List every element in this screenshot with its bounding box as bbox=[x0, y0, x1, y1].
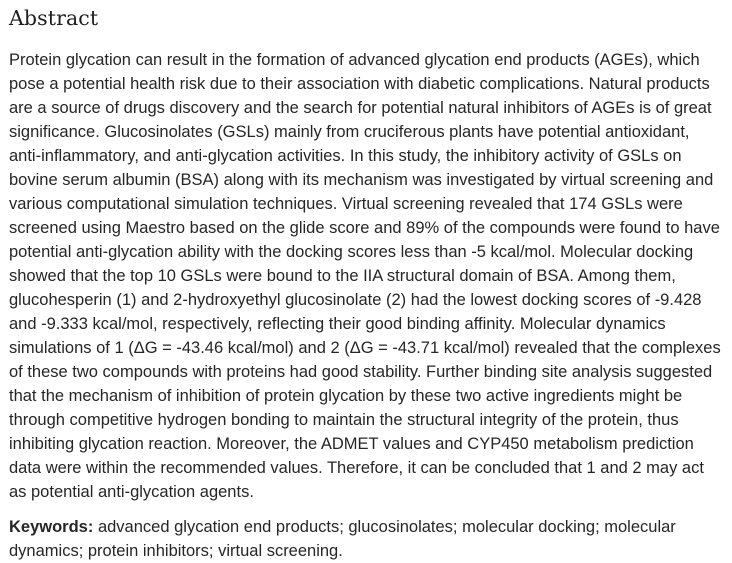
keywords-label: Keywords: bbox=[9, 518, 94, 536]
abstract-paragraph: Protein glycation can result in the formation of advanced glycation end products (AGEs), which pose a potential health risk due to their association with diabetic complications. Natural products are a source of drugs discovery and the search for potential natural inhibitors of AGEs is of great significance. Glucosinolates (GSLs) mainly from cruciferous plants have potential antioxidant, anti-inflammatory, and anti-glycation activities. In this study, the inhibitory activity of GSLs on bovine serum albumin (BSA) along with its mechanism was investigated by virtual screening and various computational simulation techniques. Virtual screening revealed that 174 GSLs were screened using Maestro based on the glide score and 89% of the compounds were found to have potential anti-glycation ability with the docking scores less than -5 kcal/mol. Molecular docking showed that the top 10 GSLs were bound to the IIA structural domain of BSA. Among them, glucohesperin (1) and 2-hydroxyethyl glucosinolate (2) had the lowest docking scores of -9.428 and -9.333 kcal/mol, respectively, reflecting their good binding affinity. Molecular dynamics simulations of 1 (ΔG = -43.46 kcal/mol) and 2 (ΔG = -43.71 kcal/mol) revealed that the complexes of these two compounds with proteins had good stability. Further binding site analysis suggested that the mechanism of inhibition of protein glycation by these two active ingredients might be through competitive hydrogen bonding to maintain the structural integrity of the protein, thus inhibiting glycation reaction. Moreover, the ADMET values and CYP450 metabolism prediction data were within the recommended values. Therefore, it can be concluded that 1 and 2 may act as potential anti-glycation agents. bbox=[9, 51, 721, 501]
abstract-section bbox=[9, 0, 725, 563]
keywords-paragraph bbox=[9, 515, 725, 563]
section-title: Abstract bbox=[9, 6, 99, 30]
keywords-list: advanced glycation end products; glucosinolates; molecular docking; molecular dynamics; protein inhibitors; virtual screening. bbox=[9, 518, 676, 560]
